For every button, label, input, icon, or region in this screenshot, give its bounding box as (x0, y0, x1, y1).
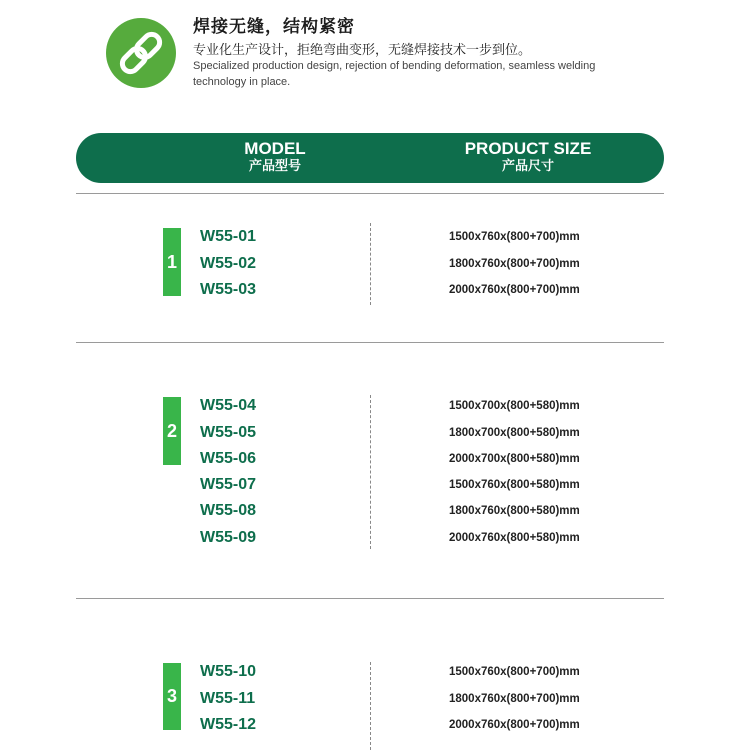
model-code: W55-01 (200, 228, 257, 245)
model-code: W55-12 (200, 716, 257, 733)
model-code: W55-08 (200, 502, 257, 519)
product-size: 1800x760x(800+700)mm (449, 693, 580, 705)
divider-rule (76, 598, 664, 599)
product-size: 2000x760x(800+700)mm (449, 284, 580, 296)
model-code: W55-09 (200, 529, 257, 546)
product-size: 2000x760x(800+700)mm (449, 719, 580, 731)
product-size: 1500x700x(800+580)mm (449, 400, 580, 412)
product-size: 1800x760x(800+700)mm (449, 258, 580, 270)
product-size: 1800x700x(800+580)mm (449, 427, 580, 439)
group-number-badge: 3 (163, 663, 181, 730)
product-size: 2000x760x(800+580)mm (449, 532, 580, 544)
model-code: W55-07 (200, 476, 257, 493)
column-divider (370, 223, 371, 305)
chain-link-icon (106, 18, 176, 88)
product-size: 1500x760x(800+580)mm (449, 479, 580, 491)
model-code: W55-10 (200, 663, 257, 680)
product-size: 1500x760x(800+700)mm (449, 666, 580, 678)
group-number-badge: 2 (163, 397, 181, 465)
header-model-en: MODEL (244, 139, 306, 158)
product-size: 1500x760x(800+700)mm (449, 231, 580, 243)
header-size-en: PRODUCT SIZE (464, 139, 592, 158)
header-model (200, 139, 350, 175)
column-divider (370, 662, 371, 750)
header-model-cn: 产品型号 (248, 159, 301, 174)
model-code: W55-03 (200, 281, 257, 298)
model-code: W55-06 (200, 450, 257, 467)
header-size-cn: 产品尺寸 (501, 159, 554, 174)
divider-rule (76, 193, 664, 194)
feature-description-en: Specialized production design, rejection of bending deformation, seamless welding technology in place. (193, 60, 596, 88)
feature-title: 焊接无缝，结构紧密 (193, 17, 355, 37)
model-code: W55-04 (200, 397, 257, 414)
model-code: W55-11 (200, 690, 256, 707)
model-code: W55-02 (200, 255, 257, 272)
feature-description-cn: 专业化生产设计，拒绝弯曲变形，无缝焊接技术一步到位。 (193, 43, 532, 58)
column-divider (370, 395, 371, 549)
header-size (428, 139, 628, 175)
group-number-badge: 1 (163, 228, 181, 296)
divider-rule (76, 342, 664, 343)
feature-icon-circle (106, 18, 176, 88)
table-header-bar (76, 133, 664, 183)
product-size: 2000x700x(800+580)mm (449, 453, 580, 465)
product-size: 1800x760x(800+580)mm (449, 505, 580, 517)
model-code: W55-05 (200, 424, 257, 441)
